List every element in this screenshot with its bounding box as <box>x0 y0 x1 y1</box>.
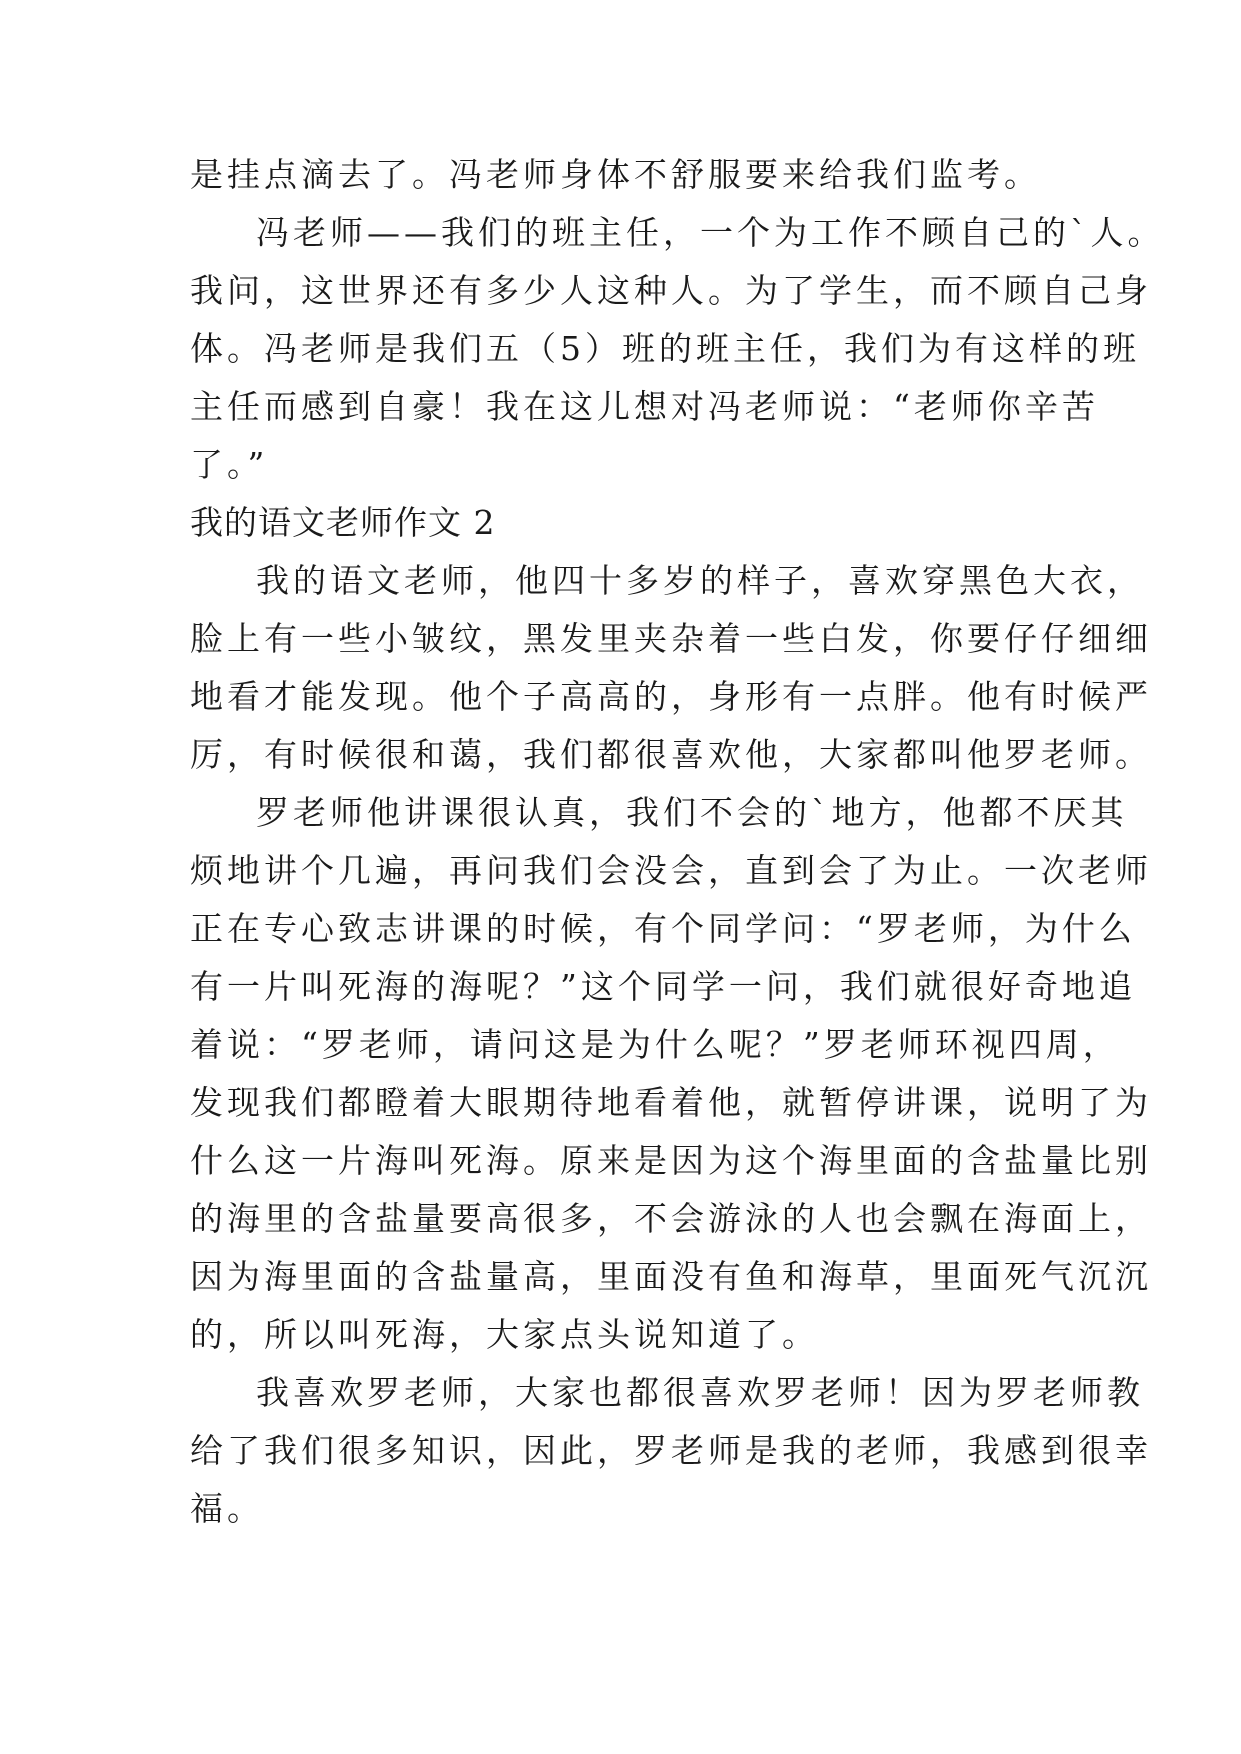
text-line: 有一片叫死海的海呢？”这个同学一问，我们就很好奇地追 <box>190 967 1136 1006</box>
text-line: 的，所以叫死海，大家点头说知道了。 <box>190 1315 819 1354</box>
text-line: 地看才能发现。他个子高高的，身形有一点胖。他有时候严 <box>190 677 1152 716</box>
text-line: 我问，这世界还有多少人这种人。为了学生，而不顾自己身 <box>190 271 1152 310</box>
paragraph-first-line: 我的语文老师，他四十多岁的样子，喜欢穿黑色大衣， <box>256 561 1144 600</box>
paragraph-first-line: 冯老师——我们的班主任，一个为工作不顾自己的`人。 <box>256 213 1165 252</box>
text-line: 厉，有时候很和蔼，我们都很喜欢他，大家都叫他罗老师。 <box>190 735 1152 774</box>
text-line: 了。” <box>190 445 269 484</box>
text-line: 因为海里面的含盐量高，里面没有鱼和海草，里面死气沉沉 <box>190 1257 1152 1296</box>
text-line: 脸上有一些小皱纹，黑发里夹杂着一些白发，你要仔仔细细 <box>190 619 1152 658</box>
text-line: 正在专心致志讲课的时候，有个同学问：“罗老师，为什么 <box>190 909 1136 948</box>
text-line: 是挂点滴去了。冯老师身体不舒服要来给我们监考。 <box>190 155 1041 194</box>
text-line: 的海里的含盐量要高很多，不会游泳的人也会飘在海面上， <box>190 1199 1152 1238</box>
paragraph-first-line: 我喜欢罗老师，大家也都很喜欢罗老师！因为罗老师教 <box>256 1373 1144 1412</box>
text-line: 福。 <box>190 1489 264 1528</box>
text-line: 着说：“罗老师，请问这是为什么呢？”罗老师环视四周， <box>190 1025 1120 1064</box>
text-line: 主任而感到自豪！我在这儿想对冯老师说：“老师你辛苦 <box>190 387 1099 426</box>
text-line: 体。冯老师是我们五（5）班的班主任，我们为有这样的班 <box>190 329 1140 368</box>
section-heading: 我的语文老师作文 2 <box>190 503 496 542</box>
text-line: 给了我们很多知识，因此，罗老师是我的老师，我感到很幸 <box>190 1431 1152 1470</box>
paragraph-first-line: 罗老师他讲课很认真，我们不会的`地方，他都不厌其 <box>256 793 1128 832</box>
text-line: 什么这一片海叫死海。原来是因为这个海里面的含盐量比别 <box>190 1141 1152 1180</box>
text-line: 发现我们都瞪着大眼期待地看着他，就暂停讲课，说明了为 <box>190 1083 1152 1122</box>
text-line: 烦地讲个几遍，再问我们会没会，直到会了为止。一次老师 <box>190 851 1152 890</box>
